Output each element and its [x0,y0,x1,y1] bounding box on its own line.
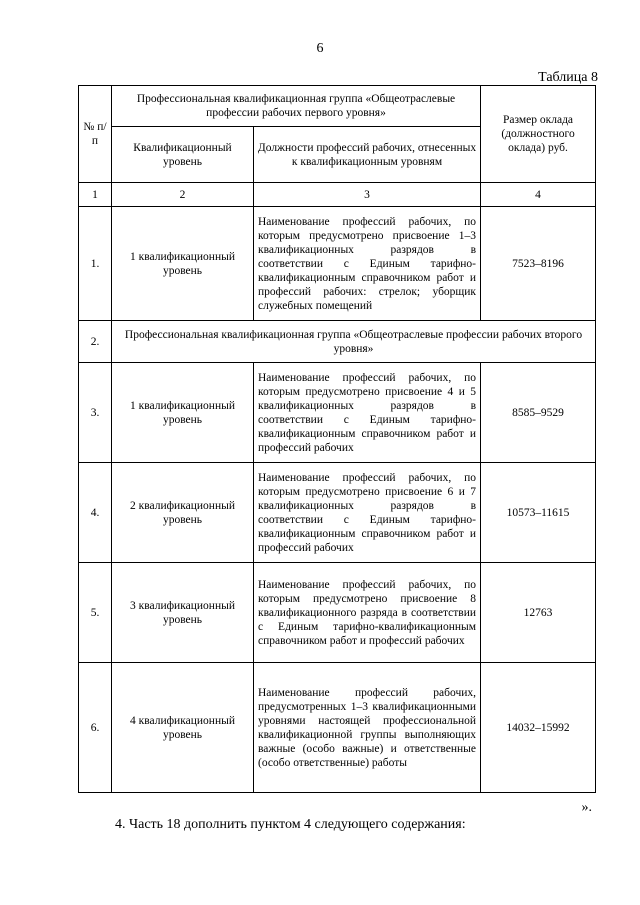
row-level: 1 квалификационный уровень [112,363,254,463]
row-description: Наименование профессий рабочих, по которым предусмотрено присвоение 4 и 5 квалификационных разрядов в соответствии с Единым тарифно-квалификационным справочником работ и профессий рабочих [254,363,481,463]
table-row [79,207,596,321]
amendment-paragraph: 4. Часть 18 дополнить пунктом 4 следующего содержания: [115,817,466,832]
group-row-num: 2. [79,321,112,363]
row-num: 4. [79,463,112,563]
salary-table [78,85,596,793]
row-num: 6. [79,663,112,793]
row-level: 4 квалификационный уровень [112,663,254,793]
group-row-title: Профессиональная квалификационная группа «Общеотраслевые профессии рабочих второго уровня» [112,321,596,363]
row-level: 2 квалификационный уровень [112,463,254,563]
header-salary: Размер оклада (должностного оклада) руб. [481,86,596,183]
group-row [79,321,596,363]
column-number: 1 [79,183,112,207]
column-number: 3 [254,183,481,207]
table-row [79,363,596,463]
table-row [79,663,596,793]
table-row [79,563,596,663]
row-description: Наименование профессий рабочих, по которым предусмотрено присвоение 6 и 7 квалификационных разрядов в соответствии с Единым тарифно-квалификационным справочником работ и профессий рабочих [254,463,481,563]
row-level: 1 квалификационный уровень [112,207,254,321]
column-number: 4 [481,183,596,207]
row-level: 3 квалификационный уровень [112,563,254,663]
row-description: Наименование профессий рабочих, по которым предусмотрено присвоение 1–3 квалификационных разрядов в соответствии с Единым тарифно-квалификационным справочником работ и профессий рабочих: стрелок; уборщик служебных помещений [254,207,481,321]
row-description: Наименование профессий рабочих, предусмотренных 1–3 квалификационными уровнями настоящей профессиональной квалификационной группы выполняющих важные (особо важные) и ответственные (особо ответственные) работы [254,663,481,793]
row-salary: 14032–15992 [481,663,596,793]
header-group: Профессиональная квалификационная группа «Общеотраслевые профессии рабочих первого уровня» [112,86,481,127]
row-num: 5. [79,563,112,663]
row-num: 1. [79,207,112,321]
row-salary: 10573–11615 [481,463,596,563]
header-level: Квалификационный уровень [112,127,254,183]
row-num: 3. [79,363,112,463]
row-salary: 12763 [481,563,596,663]
row-salary: 7523–8196 [481,207,596,321]
row-description: Наименование профессий рабочих, по которым предусмотрено присвоение 8 квалификационного разряда в соответствии с Единым тарифно-квалификационным справочником работ и профессий рабочих [254,563,481,663]
table-caption: Таблица 8 [538,70,598,85]
table-row [79,463,596,563]
column-number: 2 [112,183,254,207]
header-num: № п/п [79,86,112,183]
column-numbers-row [79,183,596,207]
closing-quote: ». [581,800,592,815]
header-positions: Должности профессий рабочих, отнесенных к квалификационным уровням [254,127,481,183]
page-number: 6 [316,41,324,56]
header-row [79,86,596,127]
row-salary: 8585–9529 [481,363,596,463]
